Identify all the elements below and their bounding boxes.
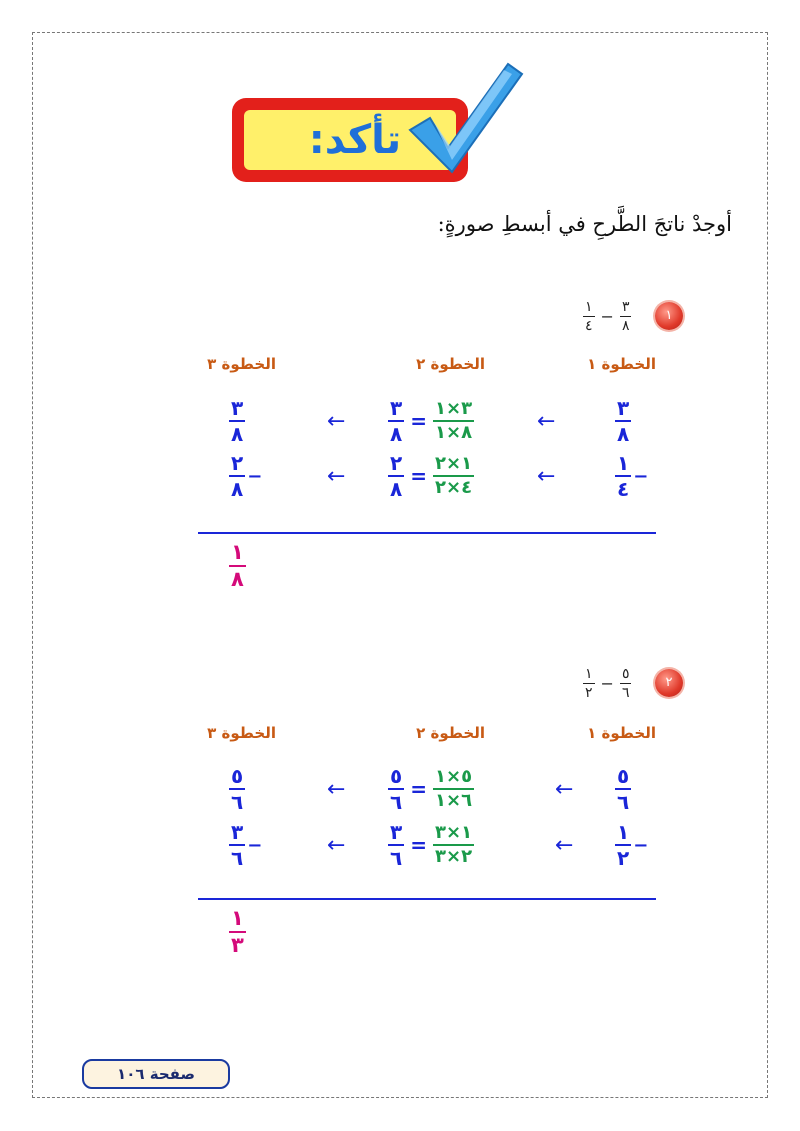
- step3-fraction: $\frac{٢}{٨}$ −: [231, 451, 263, 501]
- expr-operator: −: [600, 674, 614, 693]
- expr-operator: −: [600, 307, 614, 326]
- problem-number-1: ١: [655, 302, 683, 330]
- problem-expression-2: [583, 667, 631, 700]
- arrow-icon: ←: [537, 409, 556, 434]
- page-frame: [32, 32, 768, 1098]
- step2-equation: $\frac{٥}{٦}$ = $\frac{٥\times ١}{٦\times ١}$: [390, 764, 473, 814]
- step-label-1: الخطوة ١: [587, 355, 656, 373]
- sum-rule: [198, 898, 656, 900]
- arrow-icon: ←: [327, 777, 346, 802]
- problem-number-2: ٢: [655, 669, 683, 697]
- step2-equation: $\frac{٢}{٨}$ = $\frac{١\times ٢}{٤\times ٢}$: [390, 451, 473, 501]
- expr-fraction-right: $\frac{٥}{٦}$: [621, 666, 630, 701]
- arrow-icon: ←: [555, 833, 574, 858]
- problem-expression-1: [583, 300, 631, 333]
- step2-equation: $\frac{٣}{٦}$ = $\frac{١\times ٣}{٢\times ٣}$: [390, 820, 473, 870]
- step-label-2: الخطوة ٢: [416, 724, 485, 742]
- arrow-icon: ←: [537, 464, 556, 489]
- step1-fraction: $\frac{١}{٤}$ −: [617, 451, 649, 501]
- step3-fraction: $\frac{٣}{٦}$ −: [231, 820, 263, 870]
- confirm-badge: [232, 98, 472, 188]
- arrow-icon: ←: [555, 777, 574, 802]
- step3-fraction: $\frac{٣}{٨}$: [231, 396, 244, 446]
- step-label-3: الخطوة ٣: [207, 724, 276, 742]
- step2-equation: $\frac{٣}{٨}$ = $\frac{٣\times ١}{٨\times ١}$: [390, 396, 473, 446]
- page-number-label: صفحة ١٠٦: [82, 1059, 230, 1089]
- result-fraction: $\frac{١}{٨}$: [231, 540, 244, 591]
- expr-fraction-right: $\frac{٣}{٨}$: [621, 299, 630, 334]
- checkmark-icon: [404, 60, 524, 178]
- badge-title: تأكد:: [308, 117, 402, 163]
- result-fraction: $\frac{١}{٣}$: [231, 906, 244, 957]
- instruction-text: أوجدْ ناتجَ الطَّرحِ في أبسطِ صورةٍ:: [437, 212, 732, 236]
- step-label-3: الخطوة ٣: [207, 355, 276, 373]
- expr-fraction-left: $\frac{١}{٤}$: [585, 299, 593, 334]
- step3-fraction: $\frac{٥}{٦}$: [231, 764, 244, 814]
- step1-fraction: $\frac{٥}{٦}$: [617, 764, 630, 814]
- step1-fraction: $\frac{٣}{٨}$: [617, 396, 630, 446]
- arrow-icon: ←: [327, 833, 346, 858]
- arrow-icon: ←: [327, 409, 346, 434]
- arrow-icon: ←: [327, 464, 346, 489]
- step-label-2: الخطوة ٢: [416, 355, 485, 373]
- sum-rule: [198, 532, 656, 534]
- expr-fraction-left: $\frac{١}{٢}$: [585, 666, 593, 701]
- step-label-1: الخطوة ١: [587, 724, 656, 742]
- step1-fraction: $\frac{١}{٢}$ −: [617, 820, 649, 870]
